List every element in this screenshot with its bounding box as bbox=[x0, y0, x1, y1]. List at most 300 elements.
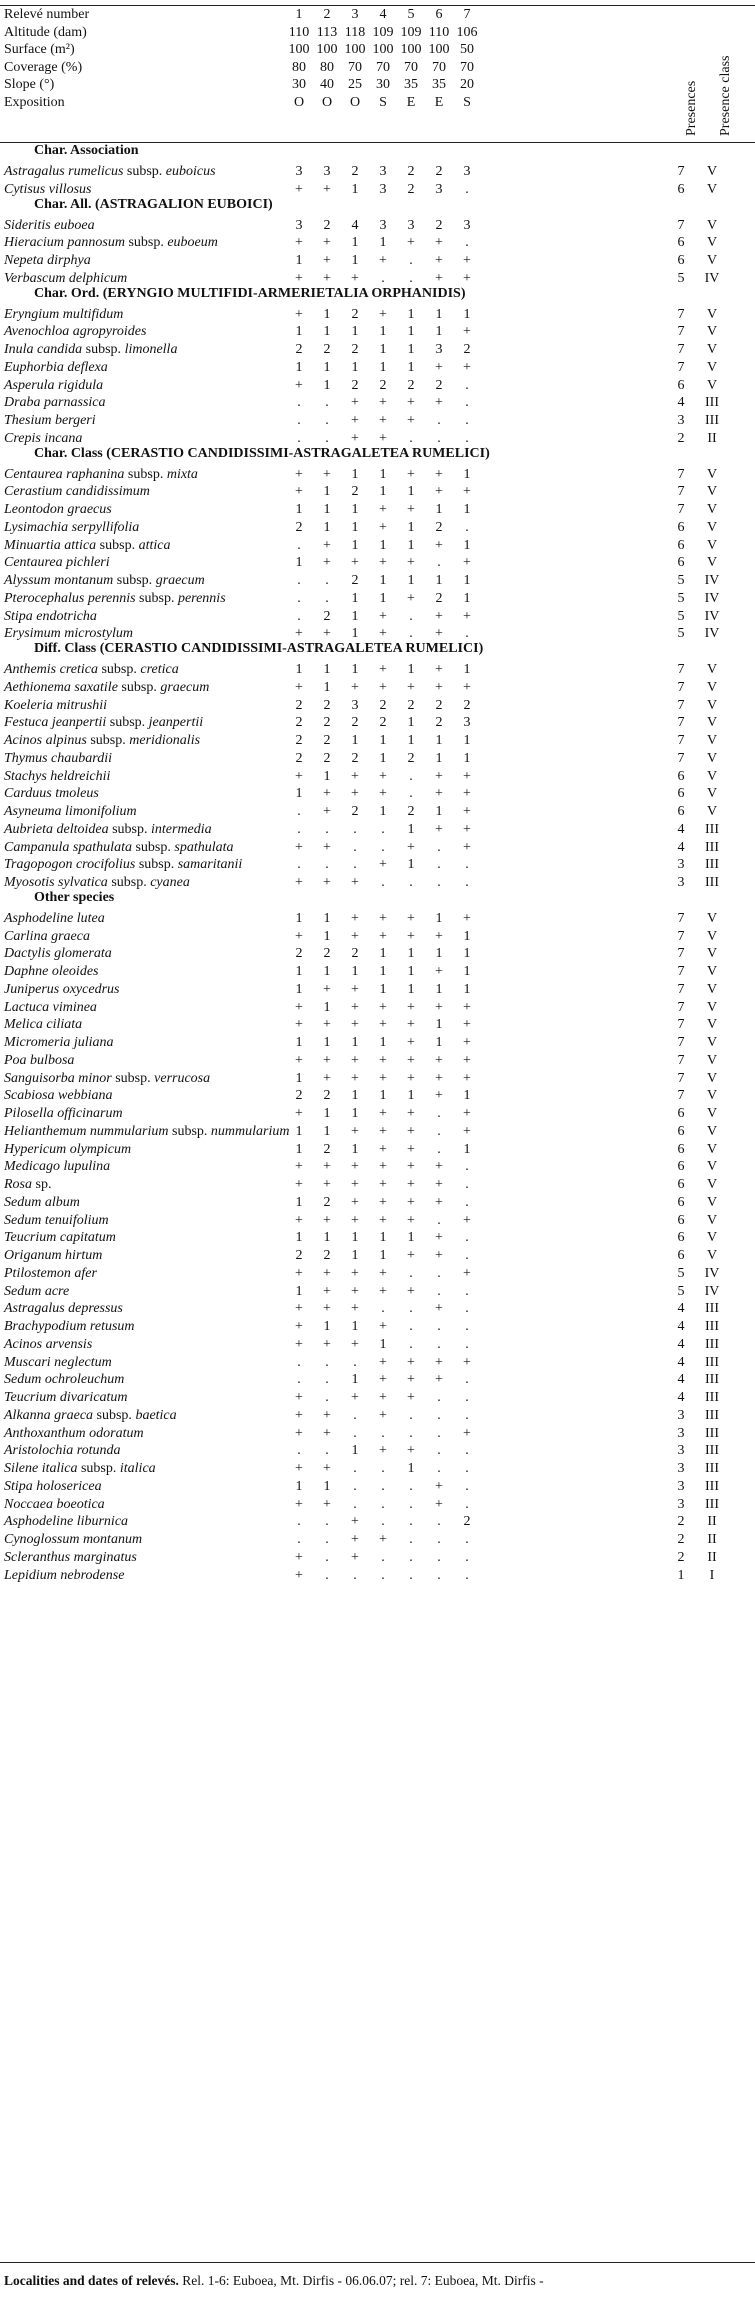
presence-class-value: III bbox=[705, 857, 719, 873]
species-binomial: Silene italica bbox=[4, 1461, 78, 1476]
releve-3-value: + bbox=[351, 1123, 359, 1139]
releve-2-value: 1 bbox=[323, 377, 331, 393]
species-binomial: Hieracium pannosum bbox=[4, 235, 125, 251]
releve-7-value: . bbox=[465, 413, 469, 428]
releve-1-value: + bbox=[295, 626, 303, 642]
releve-3-value: + bbox=[351, 430, 359, 446]
releve-5-value: + bbox=[407, 679, 415, 695]
releve-5-value: 2 bbox=[407, 697, 415, 713]
presence-class-value: V bbox=[706, 910, 718, 926]
releve-7-value: 1 bbox=[463, 733, 471, 748]
releve-3-value: 2 bbox=[351, 484, 359, 500]
releve-2-value: . bbox=[325, 1390, 329, 1405]
presences-value: 5 bbox=[677, 1283, 685, 1299]
presence-class-value: III bbox=[705, 1354, 719, 1370]
releve-6-value: . bbox=[437, 1390, 441, 1405]
species-binomial: Aubrieta deltoidea bbox=[4, 821, 109, 837]
species-binomial: Cynoglossum montanum bbox=[4, 1532, 143, 1547]
releve-7-value: 106 bbox=[456, 24, 478, 40]
releve-1-value: . bbox=[297, 1372, 301, 1388]
presences-value: 3 bbox=[677, 1443, 685, 1459]
releve-7-value: . bbox=[465, 1194, 469, 1210]
presence-class-value: V bbox=[706, 733, 718, 748]
releve-3-value: 1 bbox=[351, 1443, 359, 1459]
presences-value: 7 bbox=[677, 342, 685, 357]
releve-7-value: 1 bbox=[463, 981, 471, 997]
presence-class-value: V bbox=[706, 342, 718, 357]
releve-7-value: . bbox=[465, 430, 469, 446]
releve-3-value: 3 bbox=[351, 697, 359, 713]
releve-5-value: 1 bbox=[407, 733, 415, 748]
releve-3-value: 1 bbox=[351, 1088, 359, 1104]
infraspecific-epithet: limonella bbox=[124, 342, 178, 357]
releve-3-value: + bbox=[351, 999, 359, 1015]
releve-7-value: 70 bbox=[460, 59, 474, 75]
releve-3-value: + bbox=[351, 910, 359, 926]
releve-6-value: + bbox=[435, 626, 443, 642]
species-binomial: Asperula rigidula bbox=[4, 377, 104, 393]
releve-7-value: + bbox=[463, 324, 471, 340]
species-row bbox=[0, 1563, 755, 1589]
presences-value: 4 bbox=[677, 839, 685, 855]
releve-6-value: . bbox=[437, 875, 441, 890]
releve-3-value: + bbox=[351, 1301, 359, 1317]
releve-2-value: . bbox=[325, 1567, 329, 1583]
releve-1-value: 1 bbox=[295, 1123, 303, 1139]
releve-4-value: 1 bbox=[379, 235, 387, 251]
releve-2-value: . bbox=[325, 821, 329, 837]
releve-2-value: 1 bbox=[323, 768, 331, 784]
species-binomial: Thesium bergeri bbox=[4, 413, 96, 428]
infraspecific-epithet: graecum bbox=[160, 679, 210, 695]
species-binomial: Micromeria juliana bbox=[4, 1035, 114, 1050]
releve-6-value: + bbox=[435, 395, 443, 411]
releve-4-value: S bbox=[379, 95, 387, 110]
releve-4-value: . bbox=[381, 875, 385, 890]
header-label: Exposition bbox=[4, 95, 65, 110]
species-binomial: Scleranthus marginatus bbox=[4, 1549, 137, 1565]
presences-value: 7 bbox=[677, 1017, 685, 1033]
releve-7-value: 1 bbox=[463, 964, 471, 979]
releve-6-value: + bbox=[435, 1372, 443, 1388]
section-title: Char. Ord. (ERYNGIO MULTIFIDI-ARMERIETALIA ORPHANIDIS) bbox=[34, 285, 466, 301]
releve-7-value: + bbox=[463, 768, 471, 784]
releve-4-value: + bbox=[379, 1070, 387, 1086]
releve-3-value: . bbox=[353, 1567, 357, 1583]
releve-7-value: . bbox=[465, 1177, 469, 1192]
releve-3-value: 1 bbox=[351, 1230, 359, 1246]
presences-value: 4 bbox=[677, 1319, 685, 1334]
releve-6-value: 1 bbox=[435, 1017, 443, 1033]
presence-class-value: III bbox=[705, 875, 719, 890]
releve-6-value: + bbox=[435, 679, 443, 695]
releve-3-value: 1 bbox=[351, 733, 359, 748]
releve-4-value: + bbox=[379, 1159, 387, 1175]
releve-7-value: 1 bbox=[463, 466, 471, 482]
infraspecific-rank: subsp. bbox=[99, 537, 136, 553]
releve-7-value: . bbox=[465, 395, 469, 411]
infraspecific-rank: subsp. bbox=[85, 342, 122, 357]
species-binomial: Pilosella officinarum bbox=[4, 1106, 123, 1121]
species-binomial: Medicago lupulina bbox=[4, 1159, 111, 1175]
releve-5-value: . bbox=[409, 1496, 413, 1512]
releve-4-value: + bbox=[379, 1354, 387, 1370]
releve-7-value: + bbox=[463, 1354, 471, 1370]
releve-5-value: 1 bbox=[407, 821, 415, 837]
presence-class-value: III bbox=[705, 1443, 719, 1459]
infraspecific-epithet: samaritanii bbox=[177, 857, 243, 873]
presences-value: 7 bbox=[677, 164, 685, 179]
species-binomial: Hypericum olympicum bbox=[4, 1141, 132, 1157]
releve-4-value: . bbox=[381, 821, 385, 837]
releve-2-value: 1 bbox=[323, 999, 331, 1015]
infraspecific-epithet: meridionalis bbox=[129, 733, 201, 748]
releve-5-value: 1 bbox=[407, 359, 415, 375]
releve-1-value: + bbox=[295, 270, 303, 286]
presences-value: 6 bbox=[677, 537, 685, 553]
presences-value: 5 bbox=[677, 1265, 685, 1281]
releve-2-value: . bbox=[325, 395, 329, 411]
releve-2-value: 2 bbox=[323, 1141, 331, 1157]
presences-value: 6 bbox=[677, 1230, 685, 1246]
releve-6-value: + bbox=[435, 1088, 443, 1104]
releve-4-value: + bbox=[379, 395, 387, 411]
releve-5-value: + bbox=[407, 502, 415, 517]
releve-5-value: + bbox=[407, 1443, 415, 1459]
presence-class-value: V bbox=[706, 1035, 718, 1050]
presence-class-value: II bbox=[707, 1549, 717, 1565]
releve-4-value: + bbox=[379, 1319, 387, 1334]
presences-value: 7 bbox=[677, 999, 685, 1015]
releve-3-value: + bbox=[351, 1070, 359, 1086]
releve-1-value: . bbox=[297, 590, 301, 606]
releve-7-value: . bbox=[465, 1443, 469, 1459]
releve-1-value: + bbox=[295, 1336, 303, 1352]
releve-2-value: 2 bbox=[323, 697, 331, 713]
releve-4-value: + bbox=[379, 662, 387, 677]
footer-text: Rel. 1-6: Euboea, Mt. Dirfis - 06.06.07; rel. 7: Euboea, Mt. Dirfis - bbox=[182, 2273, 544, 2288]
releve-7-value: + bbox=[463, 1212, 471, 1228]
releve-6-value: 6 bbox=[435, 7, 443, 22]
presence-class-value: IV bbox=[704, 270, 720, 286]
presence-class-value: IV bbox=[704, 1283, 720, 1299]
releve-6-value: . bbox=[437, 1106, 441, 1121]
presences-value: 6 bbox=[677, 1212, 685, 1228]
releve-2-value: 1 bbox=[323, 928, 331, 944]
releve-1-value: . bbox=[297, 413, 301, 428]
header-label: Relevé number bbox=[4, 7, 90, 22]
releve-4-value: 1 bbox=[379, 324, 387, 340]
presences-value: 7 bbox=[677, 733, 685, 748]
releve-5-value: + bbox=[407, 1212, 415, 1228]
infraspecific-epithet: italica bbox=[119, 1461, 156, 1476]
infraspecific-epithet: baetica bbox=[135, 1407, 177, 1423]
presence-class-value: IV bbox=[704, 1265, 720, 1281]
presence-class-value: V bbox=[706, 537, 718, 553]
releve-3-value: + bbox=[351, 395, 359, 411]
releve-1-value: 1 bbox=[295, 253, 303, 268]
releve-5-value: + bbox=[407, 1354, 415, 1370]
releve-6-value: + bbox=[435, 1052, 443, 1068]
releve-2-value: + bbox=[323, 626, 331, 642]
releve-3-value: . bbox=[353, 1461, 357, 1476]
releve-4-value: + bbox=[379, 626, 387, 642]
releve-5-value: 1 bbox=[407, 573, 415, 588]
releve-6-value: . bbox=[437, 857, 441, 873]
releve-3-value: 1 bbox=[351, 662, 359, 677]
releve-5-value: + bbox=[407, 1390, 415, 1405]
releve-3-value: 1 bbox=[351, 181, 359, 197]
releve-2-value: + bbox=[323, 1177, 331, 1192]
species-binomial: Sanguisorba minor bbox=[4, 1070, 112, 1086]
releve-3-value: 2 bbox=[351, 946, 359, 962]
releve-1-value: . bbox=[297, 430, 301, 446]
releve-5-value: + bbox=[407, 1052, 415, 1068]
releve-1-value: + bbox=[295, 875, 303, 890]
releve-5-value: . bbox=[409, 1407, 413, 1423]
releve-2-value: 1 bbox=[323, 679, 331, 695]
releve-3-value: 1 bbox=[351, 466, 359, 482]
releve-5-value: + bbox=[407, 1283, 415, 1299]
releve-4-value: 1 bbox=[379, 804, 387, 819]
releve-5-value: 2 bbox=[407, 377, 415, 393]
releve-5-value: 1 bbox=[407, 857, 415, 873]
releve-3-value: . bbox=[353, 839, 357, 855]
species-binomial: Anthemis cretica bbox=[4, 662, 98, 677]
infraspecific-rank: subsp. bbox=[138, 857, 175, 873]
releve-1-value: . bbox=[297, 608, 301, 624]
releve-4-value: + bbox=[379, 1212, 387, 1228]
releve-2-value: + bbox=[323, 270, 331, 286]
releve-7-value: + bbox=[463, 786, 471, 802]
presences-value: 4 bbox=[677, 1354, 685, 1370]
releve-2-value: + bbox=[323, 1017, 331, 1033]
releve-7-value: . bbox=[465, 1567, 469, 1583]
releve-5-value: . bbox=[409, 1514, 413, 1530]
releve-7-value: + bbox=[463, 1052, 471, 1068]
releve-1-value: 3 bbox=[295, 217, 303, 233]
releve-5-value: 5 bbox=[407, 7, 415, 22]
species-binomial: Origanum hirtum bbox=[4, 1248, 103, 1263]
releve-1-value: 1 bbox=[295, 662, 303, 677]
releve-4-value: + bbox=[379, 910, 387, 926]
releve-3-value: 1 bbox=[351, 235, 359, 251]
presences-value: 7 bbox=[677, 1035, 685, 1050]
releve-1-value: 1 bbox=[295, 1141, 303, 1157]
releve-1-value: + bbox=[295, 1265, 303, 1281]
releve-5-value: 2 bbox=[407, 750, 415, 766]
releve-7-value: + bbox=[463, 359, 471, 375]
presences-value: 2 bbox=[677, 1514, 685, 1530]
presence-class-value: V bbox=[706, 1230, 718, 1246]
presences-value: 7 bbox=[677, 484, 685, 500]
species-binomial: Lepidium nebrodense bbox=[4, 1567, 125, 1583]
releve-2-value: 1 bbox=[323, 1123, 331, 1139]
releve-4-value: + bbox=[379, 1123, 387, 1139]
releve-6-value: + bbox=[435, 1301, 443, 1317]
releve-5-value: E bbox=[406, 95, 416, 110]
releve-6-value: + bbox=[435, 235, 443, 251]
presence-class-value: V bbox=[706, 1123, 718, 1139]
releve-3-value: 25 bbox=[348, 77, 362, 93]
releve-2-value: 2 bbox=[323, 7, 331, 22]
releve-4-value: + bbox=[379, 1194, 387, 1210]
infraspecific-rank: subsp. bbox=[115, 1070, 151, 1086]
releve-2-value: + bbox=[323, 786, 331, 802]
releve-2-value: 100 bbox=[316, 42, 338, 58]
releve-3-value: 1 bbox=[351, 964, 359, 979]
releve-5-value: . bbox=[409, 1319, 413, 1334]
releve-2-value: + bbox=[323, 1070, 331, 1086]
releve-4-value: 100 bbox=[372, 42, 394, 58]
species-binomial: Verbascum delphicum bbox=[4, 270, 128, 286]
species-binomial: Stipa endotricha bbox=[4, 608, 97, 624]
releve-1-value: + bbox=[295, 1301, 303, 1317]
releve-6-value: 3 bbox=[435, 181, 443, 197]
releve-1-value: 2 bbox=[295, 715, 303, 731]
species-binomial: Stachys heldreichii bbox=[4, 768, 111, 784]
species-binomial: Teucrium capitatum bbox=[4, 1230, 116, 1246]
presences-value: 7 bbox=[677, 306, 685, 322]
releve-3-value: 1 bbox=[351, 1141, 359, 1157]
releve-2-value: 2 bbox=[323, 608, 331, 624]
releve-4-value: 1 bbox=[379, 964, 387, 979]
releve-4-value: + bbox=[379, 1052, 387, 1068]
releve-4-value: 1 bbox=[379, 981, 387, 997]
presence-class-value: V bbox=[706, 253, 718, 268]
releve-6-value: . bbox=[437, 1461, 441, 1476]
releve-3-value: 3 bbox=[351, 7, 359, 22]
releve-3-value: 2 bbox=[351, 804, 359, 819]
releve-2-value: + bbox=[323, 804, 331, 819]
releve-1-value: 80 bbox=[292, 59, 306, 75]
releve-1-value: 3 bbox=[295, 164, 303, 179]
releve-7-value: . bbox=[465, 235, 469, 251]
releve-4-value: . bbox=[381, 1496, 385, 1512]
presences-value: 7 bbox=[677, 662, 685, 677]
releve-5-value: + bbox=[407, 1141, 415, 1157]
presence-class-value: IV bbox=[704, 573, 720, 588]
releve-5-value: + bbox=[407, 1372, 415, 1388]
releve-2-value: . bbox=[325, 1532, 329, 1547]
presences-value: 7 bbox=[677, 964, 685, 979]
infraspecific-rank: subsp. bbox=[111, 875, 147, 890]
releve-4-value: . bbox=[381, 1425, 385, 1441]
releve-2-value: 3 bbox=[323, 164, 331, 179]
presence-class-value: V bbox=[706, 466, 718, 482]
header-label: Coverage (%) bbox=[4, 59, 83, 75]
infraspecific-epithet: nummularium bbox=[210, 1123, 290, 1139]
species-binomial: Lysimachia serpyllifolia bbox=[4, 519, 140, 535]
releve-2-value: . bbox=[325, 430, 329, 446]
releve-3-value: + bbox=[351, 875, 359, 890]
presences-value: 6 bbox=[677, 1177, 685, 1192]
presences-value: 3 bbox=[677, 1425, 685, 1441]
releve-2-value: + bbox=[323, 537, 331, 553]
presences-value: 7 bbox=[677, 697, 685, 713]
releve-5-value: + bbox=[407, 413, 415, 428]
presences-value: 6 bbox=[677, 768, 685, 784]
presences-value: 6 bbox=[677, 235, 685, 251]
releve-5-value: 70 bbox=[404, 59, 418, 75]
releve-2-value: 1 bbox=[323, 1478, 331, 1494]
releve-1-value: 2 bbox=[295, 519, 303, 535]
header-row bbox=[0, 90, 755, 116]
releve-6-value: 1 bbox=[435, 981, 443, 997]
releve-4-value: + bbox=[379, 1390, 387, 1405]
releve-5-value: + bbox=[407, 1177, 415, 1192]
infraspecific-epithet: graecum bbox=[155, 573, 205, 588]
releve-3-value: + bbox=[351, 1549, 359, 1565]
presences-value: 3 bbox=[677, 1496, 685, 1512]
releve-4-value: . bbox=[381, 270, 385, 286]
releve-4-value: 1 bbox=[379, 342, 387, 357]
releve-1-value: 100 bbox=[288, 42, 310, 58]
presences-value: 4 bbox=[677, 1336, 685, 1352]
releve-4-value: 1 bbox=[379, 573, 387, 588]
releve-5-value: 1 bbox=[407, 662, 415, 677]
presence-class-value: V bbox=[706, 1017, 718, 1033]
species-binomial: Festuca jeanpertii bbox=[4, 715, 107, 731]
releve-1-value: 2 bbox=[295, 1088, 303, 1104]
presences-value: 5 bbox=[677, 573, 685, 588]
releve-5-value: 100 bbox=[400, 42, 422, 58]
infraspecific-epithet: jeanpertii bbox=[148, 715, 204, 731]
releve-3-value: + bbox=[351, 768, 359, 784]
releve-3-value: 2 bbox=[351, 377, 359, 393]
releve-1-value: 30 bbox=[292, 77, 306, 93]
releve-4-value: + bbox=[379, 413, 387, 428]
releve-1-value: + bbox=[295, 466, 303, 482]
releve-7-value: 1 bbox=[463, 928, 471, 944]
releve-2-value: + bbox=[323, 1461, 331, 1476]
releve-6-value: 3 bbox=[435, 342, 443, 357]
releve-6-value: + bbox=[435, 1070, 443, 1086]
releve-3-value: + bbox=[351, 413, 359, 428]
releve-1-value: 2 bbox=[295, 342, 303, 357]
releve-5-value: 1 bbox=[407, 1461, 415, 1476]
releve-1-value: 1 bbox=[295, 981, 303, 997]
releve-7-value: + bbox=[463, 839, 471, 855]
releve-3-value: 4 bbox=[351, 217, 359, 233]
releve-6-value: . bbox=[437, 1532, 441, 1547]
presences-value: 4 bbox=[677, 1301, 685, 1317]
releve-2-value: 1 bbox=[323, 662, 331, 677]
releve-4-value: + bbox=[379, 1106, 387, 1121]
infraspecific-rank: subsp. bbox=[135, 839, 171, 855]
releve-4-value: 1 bbox=[379, 466, 387, 482]
releve-6-value: 35 bbox=[432, 77, 446, 93]
releve-7-value: + bbox=[463, 1106, 471, 1121]
species-binomial: Myosotis sylvatica bbox=[4, 875, 108, 890]
releve-5-value: + bbox=[407, 1035, 415, 1050]
releve-7-value: . bbox=[465, 519, 469, 535]
presence-class-value: V bbox=[706, 502, 718, 517]
species-binomial: Cerastium candidissimum bbox=[4, 484, 150, 500]
presences-value: 4 bbox=[677, 821, 685, 837]
species-name bbox=[4, 1563, 124, 1589]
infraspecific-epithet: attica bbox=[138, 537, 171, 553]
releve-1-value: + bbox=[295, 484, 303, 500]
releve-4-value: 30 bbox=[376, 77, 390, 93]
releve-2-value: 40 bbox=[320, 77, 334, 93]
presence-class-value: V bbox=[706, 1194, 718, 1210]
releve-4-value: + bbox=[379, 430, 387, 446]
releve-6-value: 1 bbox=[435, 1035, 443, 1050]
releve-7-value: . bbox=[465, 1478, 469, 1494]
presences-value: 7 bbox=[677, 1088, 685, 1104]
releve-3-value: + bbox=[351, 786, 359, 802]
